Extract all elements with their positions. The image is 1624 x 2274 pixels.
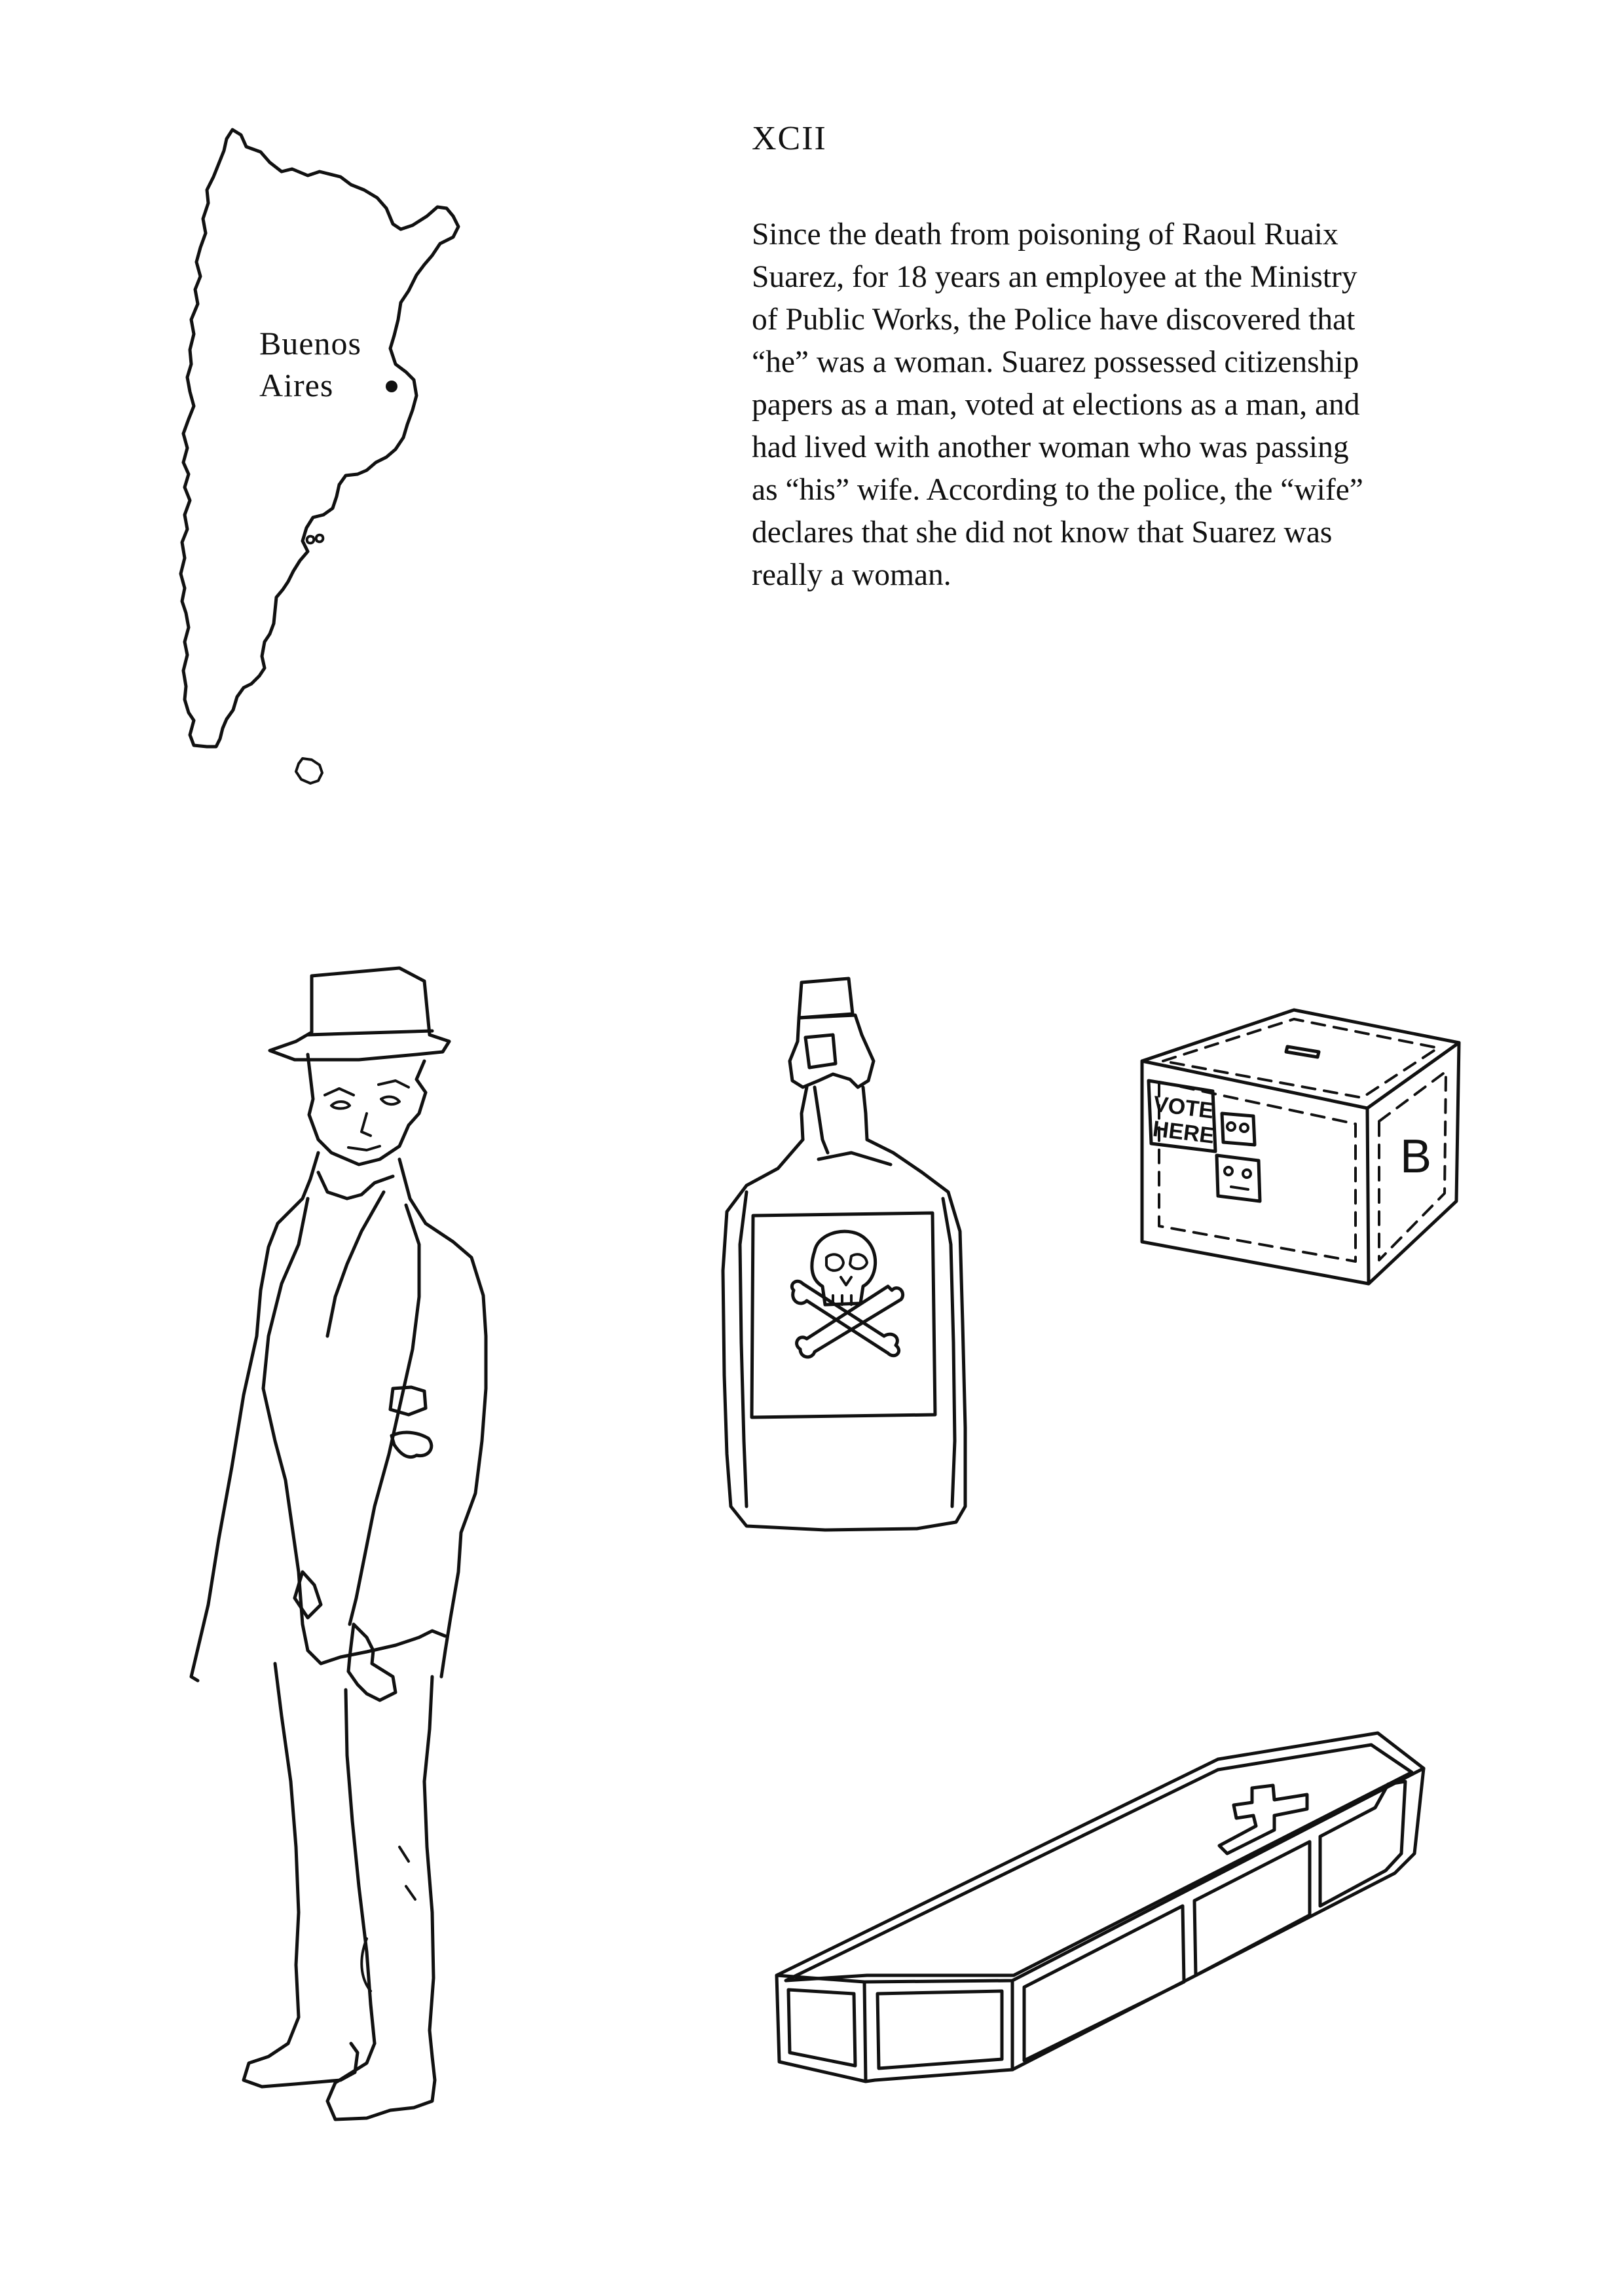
lock-icon — [1217, 1113, 1260, 1201]
vote-sign-line2: HERE — [1151, 1116, 1216, 1149]
poison-bottle-icon — [723, 979, 965, 1530]
text-line: Since the death from poisoning of Raoul Ruaix — [752, 217, 1338, 252]
cross-icon — [1219, 1785, 1307, 1854]
buenos-aires-marker — [386, 381, 397, 392]
argentina-map-icon — [181, 130, 458, 783]
ballot-box-side-letter: B — [1399, 1130, 1432, 1183]
text-line: had lived with another woman who was passing — [752, 430, 1349, 464]
man-in-suit-icon — [191, 968, 486, 2119]
text-line: Suarez, for 18 years an employee at the Ministry — [752, 260, 1357, 294]
text-line: of Public Works, the Police have discovered that — [752, 303, 1356, 337]
chapter-numeral: XCII — [752, 120, 827, 157]
map-label-line: Aires — [259, 367, 334, 403]
text-line: declares that she did not know that Suarez was — [752, 515, 1333, 550]
skull-and-crossbones-icon — [792, 1231, 902, 1357]
text-line: as “his” wife. According to the police, the “wife” — [752, 473, 1363, 507]
text-line: really a woman. — [752, 558, 951, 592]
vote-sign-line1: VOTE — [1152, 1091, 1215, 1124]
text-line: “he” was a woman. Suarez possessed citizenship — [752, 345, 1359, 379]
map-label-line: Buenos — [259, 325, 361, 362]
map-label-buenos-aires — [259, 322, 361, 406]
ballot-box-icon — [1142, 1010, 1459, 1284]
coffin-icon — [777, 1733, 1424, 2081]
text-line: papers as a man, voted at elections as a man, and — [752, 388, 1360, 422]
